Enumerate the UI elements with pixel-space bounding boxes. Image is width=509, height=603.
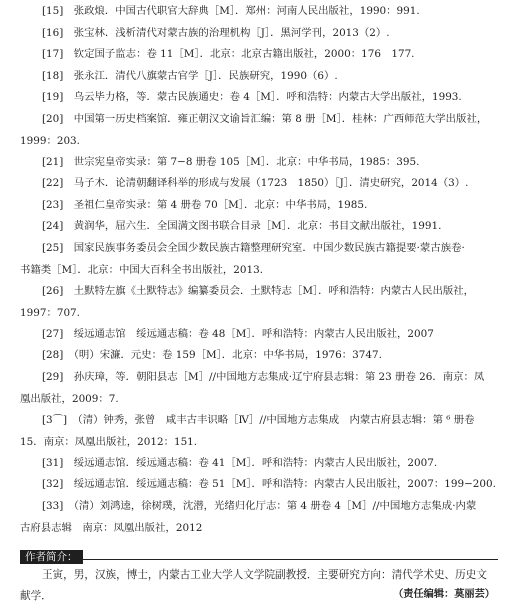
reference-continuation: 1997：707. [20, 306, 80, 319]
reference-continuation: 1999：203. [20, 134, 80, 147]
reference-text: [22] 马子木．论清朝翻译科举的形成与发展（1723 1850）［J］．清史研究，2014（3）. [42, 177, 469, 189]
reference-text: [31] 绥远通志馆．绥远通志稿：卷 41［M］．呼和浩特：内蒙古人民出版社，2007. [42, 456, 438, 469]
reference-text: [28] （明）宋濂．元史：卷 159［M］．北京：中华书局，1976：3747. [42, 349, 382, 361]
reference-text: [29] 孙庆璋，等．朝阳县志［M］//中国地方志集成·辽宁府县志辑：第 23 册卷 26．南京：凤 [42, 370, 485, 383]
reference-text: [3⌒] （清）钟秀，张曾 咸丰古丰识略［Ⅳ］//中国地方志集成 内蒙古府县志辑：第 ⁶ 册卷 [42, 413, 475, 426]
reference-text: [27] 绥远通志馆 绥远通志稿：卷 48［M］．呼和浩特：内蒙古人民出版社，2007 [42, 327, 434, 340]
reference-continuation: 古府县志辑 南京：凤凰出版社，2012 [20, 521, 203, 534]
reference-text: [26] 土默特左旗《土默特志》编纂委员会．土默特志［M］．呼和浩特：内蒙古人民出版社， [42, 284, 475, 297]
reference-continuation: 凰出版社，2009：7. [20, 392, 119, 405]
reference-continuation: 书籍类［M］．北京：中国大百科全书出版社，2013. [20, 263, 263, 276]
reference-text: [16] 张宝林．浅析清代对蒙古族的治理机构［J］．黑河学刊，2013（2）. [42, 26, 390, 39]
reference-text: [33] （清）刘鸿逵，徐树璞，沈潜，光绪归化厅志：第 4 册卷 4［M］//中国地方志集成·内蒙 [42, 499, 477, 512]
reference-text: [17] 钦定国子监志：卷 11［M］．北京：北京古籍出版社，2000：176 177. [42, 48, 415, 60]
reference-text: [23] 圣祖仁皇帝实录：第 4 册卷 70［M］．北京：中华书局，1985. [42, 198, 368, 211]
reference-text: [21] 世宗宪皇帝实录：第 7−8 册卷 105［M］．北京：中华书局，1985：395. [42, 155, 420, 168]
reference-text: [25] 国家民族事务委员会全国少数民族古籍整理研究室．中国少数民族古籍提要·蒙古族卷· [42, 241, 465, 254]
author-bio-line2: 献学． [20, 589, 52, 602]
author-section-heading [20, 545, 498, 563]
author-bio-line1: 王寅，男，汉族，博士，内蒙古工业大学人文学院副教授．主要研究方向：清代学术史、历史文 [42, 568, 487, 581]
reference-text: [20] 中国第一历史档案馆．雍正朝汉文谕旨汇编：第 8 册［M］．桂林：广西师范大学出版社， [42, 112, 488, 125]
reference-continuation: 15．南京：凤凰出版社，2012：151. [20, 435, 198, 448]
reference-text: [15] 张政烺．中国古代职官大辞典［M］．郑州：河南人民出版社，1990：991. [42, 5, 420, 17]
reference-text: [19] 乌云毕力格，等．蒙古民族通史：卷 4［M］．呼和浩特：内蒙古大学出版社，1993. [42, 91, 462, 103]
reference-text: [18] 张永江．清代八旗蒙古官学［J］．民族研究，1990（6）. [42, 69, 338, 82]
reference-text: [24] 黄润华，屈六生．全国满文图书联合目录［M］．北京：书目文献出版社，1991. [42, 220, 442, 232]
author-heading-label: 作者简介： [20, 550, 83, 564]
editor-note: （责任编辑：莫丽芸） [393, 588, 495, 600]
reference-text: [32] 绥远通志馆．绥远通志稿：卷 51［M］．呼和浩特：内蒙古人民出版社，2007：199−200. [42, 478, 496, 490]
